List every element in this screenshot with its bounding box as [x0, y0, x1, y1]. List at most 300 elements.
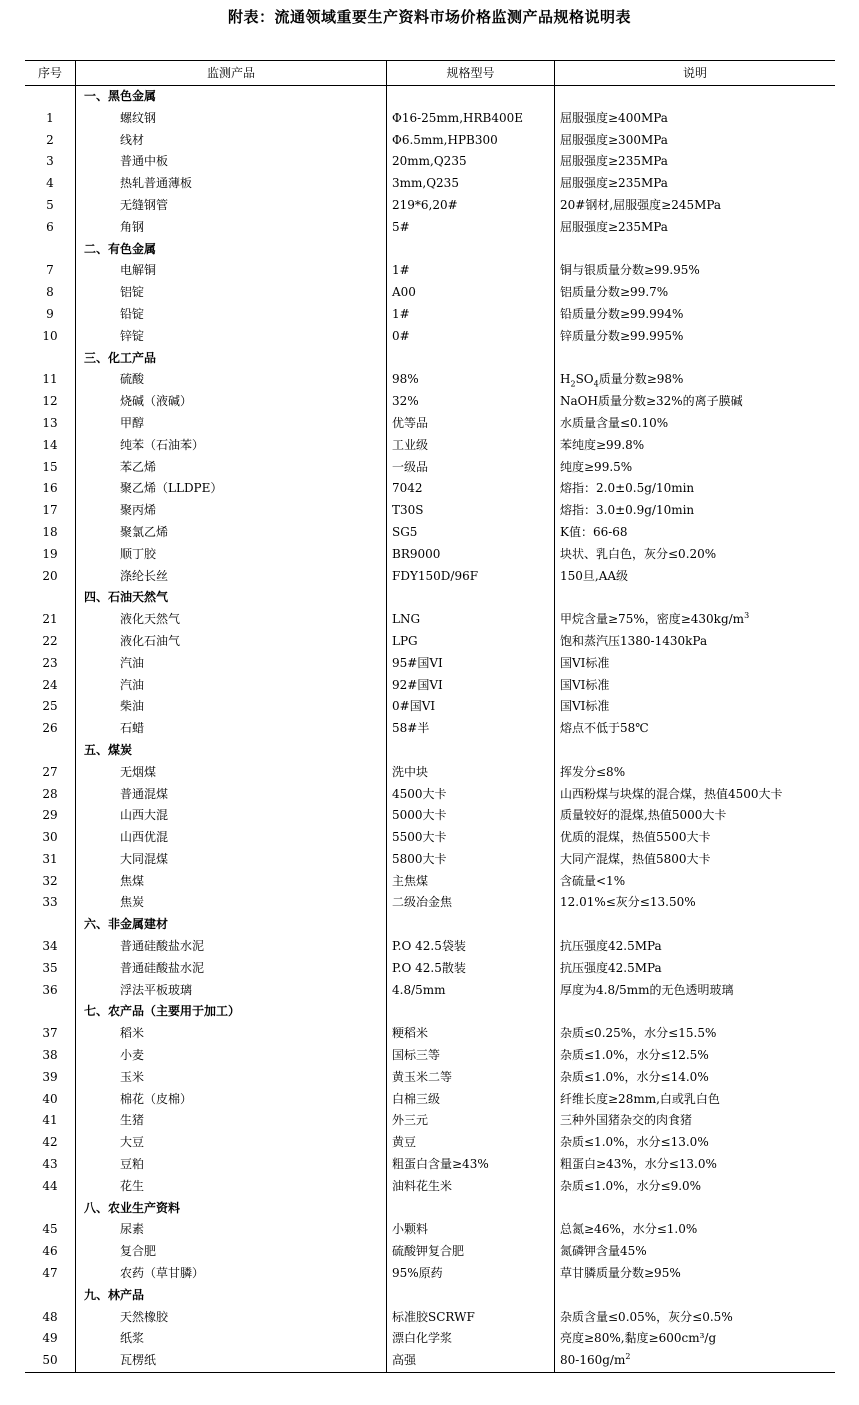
row-number: 36	[25, 980, 76, 1002]
row-number: 33	[25, 892, 76, 914]
description-cell: 总氮≥46%，水分≤1.0%	[560, 1222, 698, 1237]
spec-cell: 黄豆	[387, 1132, 555, 1154]
category-label: 四、石油天然气	[76, 587, 387, 609]
table-row	[25, 1307, 835, 1329]
spec-cell: A00	[387, 282, 555, 304]
row-number: 39	[25, 1067, 76, 1089]
header-no: 序号	[25, 61, 76, 86]
product-name: 小麦	[76, 1045, 387, 1067]
spec-cell: P.O 42.5袋装	[387, 936, 555, 958]
description-cell: 挥发分≤8%	[560, 764, 626, 779]
row-number	[25, 86, 76, 108]
table-row	[25, 958, 835, 980]
table-row	[25, 871, 835, 893]
spec-cell	[387, 86, 555, 108]
row-number: 42	[25, 1132, 76, 1154]
description-cell: 铅质量分数≥99.994%	[560, 306, 684, 321]
category-row	[25, 1198, 835, 1220]
spec-cell: 7042	[387, 478, 555, 500]
description-cell: 抗压强度42.5MPa	[560, 960, 662, 975]
category-row	[25, 587, 835, 609]
product-name: 普通混煤	[76, 784, 387, 806]
row-number	[25, 239, 76, 261]
row-number: 9	[25, 304, 76, 326]
product-name: 农药（草甘膦）	[76, 1263, 387, 1285]
superscript: 2	[625, 1352, 631, 1362]
spec-cell: 洗中块	[387, 762, 555, 784]
description-cell: 150旦,AA级	[560, 568, 629, 583]
product-name: 山西大混	[76, 805, 387, 827]
spec-cell: 黄玉米二等	[387, 1067, 555, 1089]
description-cell: 国VI标准	[560, 655, 610, 670]
description-cell: 铜与银质量分数≥99.95%	[560, 263, 700, 278]
row-number: 18	[25, 522, 76, 544]
spec-cell: 外三元	[387, 1110, 555, 1132]
row-number: 40	[25, 1089, 76, 1111]
description-cell: 抗压强度42.5MPa	[560, 939, 662, 954]
table-row	[25, 260, 835, 282]
product-name: 螺纹钢	[76, 108, 387, 130]
product-name: 锌锭	[76, 326, 387, 348]
table-row	[25, 1045, 835, 1067]
description-cell: 杂质≤1.0%，水分≤12.5%	[560, 1048, 709, 1063]
table-row	[25, 195, 835, 217]
description-cell: NaOH质量分数≥32%的离子膜碱	[560, 394, 743, 409]
spec-cell: 粗蛋白含量≥43%	[387, 1154, 555, 1176]
table-row	[25, 1089, 835, 1111]
spec-cell: 219*6,20#	[387, 195, 555, 217]
category-row	[25, 1285, 835, 1307]
description-cell: 块状、乳白色，灰分≤0.20%	[560, 546, 717, 561]
row-number	[25, 587, 76, 609]
table-row	[25, 1176, 835, 1198]
description-text: H	[560, 372, 571, 387]
spec-cell: LPG	[387, 631, 555, 653]
row-number: 32	[25, 871, 76, 893]
category-label: 五、煤炭	[76, 740, 387, 762]
product-name: 铅锭	[76, 304, 387, 326]
product-name: 石蜡	[76, 718, 387, 740]
table-row	[25, 500, 835, 522]
description-cell	[555, 1350, 836, 1372]
spec-cell: Φ16-25mm,HRB400E	[387, 108, 555, 130]
description-cell	[555, 86, 836, 108]
table-row	[25, 217, 835, 239]
row-number: 13	[25, 413, 76, 435]
product-name: 汽油	[76, 675, 387, 697]
table-row	[25, 1067, 835, 1089]
spec-cell	[387, 239, 555, 261]
description-cell: 苯纯度≥99.8%	[560, 437, 645, 452]
row-number: 41	[25, 1110, 76, 1132]
spec-cell: 小颗料	[387, 1219, 555, 1241]
description-cell	[555, 587, 836, 609]
spec-cell: 95#国VI	[387, 653, 555, 675]
table-row	[25, 435, 835, 457]
product-name: 稻米	[76, 1023, 387, 1045]
row-number: 50	[25, 1350, 76, 1372]
description-cell: 屈服强度≥235MPa	[560, 219, 668, 234]
spec-cell: 优等品	[387, 413, 555, 435]
row-number: 44	[25, 1176, 76, 1198]
row-number	[25, 740, 76, 762]
table-row	[25, 1328, 835, 1350]
row-number: 7	[25, 260, 76, 282]
spec-cell: 粳稻米	[387, 1023, 555, 1045]
product-name: 尿素	[76, 1219, 387, 1241]
description-cell	[555, 740, 836, 762]
row-number: 8	[25, 282, 76, 304]
spec-cell: P.O 42.5散装	[387, 958, 555, 980]
description-cell: 杂质≤1.0%，水分≤9.0%	[560, 1178, 702, 1193]
category-row	[25, 914, 835, 936]
spec-cell: 20mm,Q235	[387, 151, 555, 173]
product-name: 液化天然气	[76, 609, 387, 631]
table-row	[25, 1241, 835, 1263]
description-text: SO	[575, 372, 594, 387]
spec-cell: 4.8/5mm	[387, 980, 555, 1002]
table-row	[25, 304, 835, 326]
product-name: 液化石油气	[76, 631, 387, 653]
product-name: 棉花（皮棉）	[76, 1089, 387, 1111]
description-cell	[555, 1198, 836, 1220]
description-cell: 含硫量<1%	[560, 873, 626, 888]
table-row	[25, 892, 835, 914]
row-number: 38	[25, 1045, 76, 1067]
product-name: 生猪	[76, 1110, 387, 1132]
header-row	[25, 61, 835, 86]
page-title: 附表：流通领域重要生产资料市场价格监测产品规格说明表	[227, 8, 631, 26]
table-row	[25, 1023, 835, 1045]
category-row	[25, 740, 835, 762]
description-cell: 熔指：2.0±0.5g/10min	[560, 481, 695, 496]
spec-cell	[387, 914, 555, 936]
table-row	[25, 478, 835, 500]
table-row	[25, 413, 835, 435]
table-row	[25, 696, 835, 718]
row-number: 46	[25, 1241, 76, 1263]
table-row	[25, 173, 835, 195]
table-row	[25, 544, 835, 566]
spec-cell	[387, 740, 555, 762]
table-row	[25, 849, 835, 871]
description-text: 甲烷含量≥75%，密度≥430kg/m	[560, 612, 745, 627]
description-cell: 熔指：3.0±0.9g/10min	[560, 503, 695, 518]
spec-cell: 32%	[387, 391, 555, 413]
spec-cell: 二级冶金焦	[387, 892, 555, 914]
description-cell	[555, 239, 836, 261]
spec-cell: 标准胶SCRWF	[387, 1307, 555, 1329]
row-number: 49	[25, 1328, 76, 1350]
spec-cell: 一级品	[387, 457, 555, 479]
row-number: 14	[25, 435, 76, 457]
description-cell	[555, 914, 836, 936]
spec-cell	[387, 1001, 555, 1023]
spec-cell: 漂白化学浆	[387, 1328, 555, 1350]
row-number: 2	[25, 130, 76, 152]
spec-cell	[387, 1285, 555, 1307]
spec-cell: 98%	[387, 369, 555, 391]
row-number: 24	[25, 675, 76, 697]
spec-cell: T30S	[387, 500, 555, 522]
spec-cell: 国标三等	[387, 1045, 555, 1067]
spec-cell: 1#	[387, 260, 555, 282]
description-cell: 饱和蒸汽压1380-1430kPa	[560, 633, 708, 648]
description-cell: 大同产混煤，热值5800大卡	[560, 851, 711, 866]
description-cell	[555, 609, 836, 631]
row-number: 47	[25, 1263, 76, 1285]
description-cell: 草甘膦质量分数≥95%	[560, 1266, 681, 1281]
description-cell: 国VI标准	[560, 699, 610, 714]
table-row	[25, 1350, 835, 1372]
row-number: 5	[25, 195, 76, 217]
header-description: 说明	[555, 61, 836, 86]
product-name: 聚氯乙烯	[76, 522, 387, 544]
description-cell: 20#钢材,屈服强度≥245MPa	[560, 197, 722, 212]
description-cell: 国VI标准	[560, 677, 610, 692]
spec-cell	[387, 1198, 555, 1220]
product-name: 烧碱（液碱）	[76, 391, 387, 413]
product-name: 普通硅酸盐水泥	[76, 936, 387, 958]
spec-cell: 高强	[387, 1350, 555, 1372]
description-cell: 屈服强度≥235MPa	[560, 154, 668, 169]
category-row	[25, 348, 835, 370]
spec-cell: 4500大卡	[387, 784, 555, 806]
spec-cell: 白棉三级	[387, 1089, 555, 1111]
product-name: 聚丙烯	[76, 500, 387, 522]
product-name: 铝锭	[76, 282, 387, 304]
row-number: 29	[25, 805, 76, 827]
spec-cell: 0#国VI	[387, 696, 555, 718]
description-text: 80-160g/m	[560, 1353, 626, 1368]
description-cell: 杂质≤1.0%，水分≤13.0%	[560, 1135, 709, 1150]
row-number: 35	[25, 958, 76, 980]
product-name: 无烟煤	[76, 762, 387, 784]
row-number: 48	[25, 1307, 76, 1329]
description-cell	[555, 1285, 836, 1307]
table-row	[25, 369, 835, 391]
spec-cell: BR9000	[387, 544, 555, 566]
product-name: 汽油	[76, 653, 387, 675]
row-number: 20	[25, 566, 76, 588]
description-cell: 屈服强度≥400MPa	[560, 110, 668, 125]
product-name: 纸浆	[76, 1328, 387, 1350]
header-spec: 规格型号	[387, 61, 555, 86]
product-name: 硫酸	[76, 369, 387, 391]
description-cell: 纤维长度≥28mm,白或乳白色	[560, 1091, 720, 1106]
description-cell: 屈服强度≥235MPa	[560, 176, 668, 191]
spec-table	[25, 60, 835, 1373]
table-row	[25, 675, 835, 697]
row-number: 21	[25, 609, 76, 631]
product-name: 无缝钢管	[76, 195, 387, 217]
superscript: 3	[744, 611, 750, 621]
spec-cell: 5500大卡	[387, 827, 555, 849]
table-row	[25, 827, 835, 849]
row-number: 23	[25, 653, 76, 675]
row-number: 19	[25, 544, 76, 566]
category-row	[25, 239, 835, 261]
table-row	[25, 805, 835, 827]
description-cell: 氮磷钾含量45%	[560, 1244, 647, 1259]
table-row	[25, 762, 835, 784]
category-label: 二、有色金属	[76, 239, 387, 261]
spec-cell: 92#国VI	[387, 675, 555, 697]
row-number: 37	[25, 1023, 76, 1045]
row-number: 16	[25, 478, 76, 500]
spec-cell: 3mm,Q235	[387, 173, 555, 195]
row-number	[25, 1001, 76, 1023]
spec-cell: 主焦煤	[387, 871, 555, 893]
table-row	[25, 784, 835, 806]
product-name: 甲醇	[76, 413, 387, 435]
row-number: 11	[25, 369, 76, 391]
row-number: 27	[25, 762, 76, 784]
description-cell: 杂质≤1.0%，水分≤14.0%	[560, 1069, 709, 1084]
table-row	[25, 1263, 835, 1285]
row-number: 22	[25, 631, 76, 653]
row-number	[25, 1198, 76, 1220]
category-row	[25, 1001, 835, 1023]
product-name: 涤纶长丝	[76, 566, 387, 588]
table-row	[25, 653, 835, 675]
spec-cell: 硫酸钾复合肥	[387, 1241, 555, 1263]
row-number: 30	[25, 827, 76, 849]
product-name: 普通硅酸盐水泥	[76, 958, 387, 980]
category-row	[25, 86, 835, 108]
spec-cell: 5#	[387, 217, 555, 239]
spec-cell: 工业级	[387, 435, 555, 457]
product-name: 苯乙烯	[76, 457, 387, 479]
product-name: 山西优混	[76, 827, 387, 849]
table-row	[25, 936, 835, 958]
table-row	[25, 631, 835, 653]
row-number	[25, 348, 76, 370]
spec-cell: SG5	[387, 522, 555, 544]
description-cell: 粗蛋白≥43%，水分≤13.0%	[560, 1157, 717, 1172]
category-label: 三、化工产品	[76, 348, 387, 370]
spec-cell	[387, 587, 555, 609]
description-cell: 铝质量分数≥99.7%	[560, 285, 669, 300]
spec-cell: 5000大卡	[387, 805, 555, 827]
spec-cell: 0#	[387, 326, 555, 348]
subscript: 4	[593, 379, 599, 389]
description-cell	[555, 369, 836, 391]
table-body	[25, 86, 835, 1373]
product-name: 角钢	[76, 217, 387, 239]
description-cell: 亮度≥80%,黏度≥600cm³/g	[560, 1331, 717, 1346]
spec-cell: 油料花生米	[387, 1176, 555, 1198]
description-cell: 三种外国猪杂交的肉食猪	[560, 1113, 693, 1128]
category-label: 七、农产品（主要用于加工）	[76, 1001, 387, 1023]
row-number: 1	[25, 108, 76, 130]
product-name: 聚乙烯（LLDPE）	[76, 478, 387, 500]
row-number: 3	[25, 151, 76, 173]
row-number	[25, 1285, 76, 1307]
table-row	[25, 522, 835, 544]
row-number: 6	[25, 217, 76, 239]
product-name: 焦煤	[76, 871, 387, 893]
row-number	[25, 914, 76, 936]
description-cell: 质量较好的混煤,热值5000大卡	[560, 808, 727, 823]
description-cell	[555, 348, 836, 370]
row-number: 12	[25, 391, 76, 413]
table-row	[25, 566, 835, 588]
row-number: 15	[25, 457, 76, 479]
table-row	[25, 609, 835, 631]
description-text: 质量分数≥98%	[598, 372, 684, 387]
table-row	[25, 151, 835, 173]
header-product: 监测产品	[76, 61, 387, 86]
description-cell: 纯度≥99.5%	[560, 459, 633, 474]
product-name: 顺丁胶	[76, 544, 387, 566]
row-number: 31	[25, 849, 76, 871]
product-name: 瓦楞纸	[76, 1350, 387, 1372]
product-name: 花生	[76, 1176, 387, 1198]
product-name: 大豆	[76, 1132, 387, 1154]
table-row	[25, 282, 835, 304]
table-row	[25, 130, 835, 152]
row-number: 10	[25, 326, 76, 348]
product-name: 电解铜	[76, 260, 387, 282]
product-name: 柴油	[76, 696, 387, 718]
row-number: 4	[25, 173, 76, 195]
category-label: 九、林产品	[76, 1285, 387, 1307]
row-number: 25	[25, 696, 76, 718]
table-row	[25, 457, 835, 479]
category-label: 八、农业生产资料	[76, 1198, 387, 1220]
row-number: 45	[25, 1219, 76, 1241]
description-cell: 水质量含量≤0.10%	[560, 415, 669, 430]
row-number: 34	[25, 936, 76, 958]
product-name: 线材	[76, 130, 387, 152]
category-label: 一、黑色金属	[76, 86, 387, 108]
product-name: 焦炭	[76, 892, 387, 914]
product-name: 热轧普通薄板	[76, 173, 387, 195]
table-row	[25, 391, 835, 413]
product-name: 浮法平板玻璃	[76, 980, 387, 1002]
description-cell: 优质的混煤，热值5500大卡	[560, 830, 711, 845]
table-row	[25, 980, 835, 1002]
table-row	[25, 1110, 835, 1132]
row-number: 43	[25, 1154, 76, 1176]
table-row	[25, 1132, 835, 1154]
product-name: 天然橡胶	[76, 1307, 387, 1329]
description-cell: 厚度为4.8/5mm的无色透明玻璃	[560, 982, 734, 997]
product-name: 纯苯（石油苯）	[76, 435, 387, 457]
spec-cell: LNG	[387, 609, 555, 631]
table-row	[25, 718, 835, 740]
description-cell: 山西粉煤与块煤的混合煤，热值4500大卡	[560, 786, 783, 801]
product-name: 普通中板	[76, 151, 387, 173]
spec-cell: 58#半	[387, 718, 555, 740]
table-row	[25, 1219, 835, 1241]
table-row	[25, 1154, 835, 1176]
product-name: 复合肥	[76, 1241, 387, 1263]
description-cell: 熔点不低于58℃	[560, 721, 649, 736]
product-name: 豆粕	[76, 1154, 387, 1176]
description-cell: 12.01%≤灰分≤13.50%	[560, 895, 696, 910]
row-number: 17	[25, 500, 76, 522]
product-name: 大同混煤	[76, 849, 387, 871]
category-label: 六、非金属建材	[76, 914, 387, 936]
description-cell: K值：66-68	[560, 524, 628, 539]
description-cell	[555, 1001, 836, 1023]
row-number: 26	[25, 718, 76, 740]
spec-cell: 1#	[387, 304, 555, 326]
spec-cell: Φ6.5mm,HPB300	[387, 130, 555, 152]
product-name: 玉米	[76, 1067, 387, 1089]
